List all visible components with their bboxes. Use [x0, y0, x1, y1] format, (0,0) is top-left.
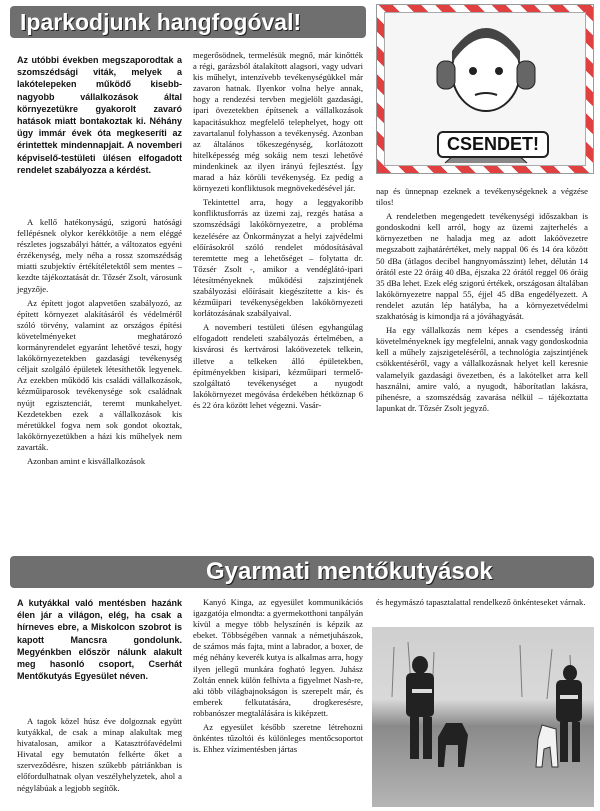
paragraph: A tagok közel húsz éve dolgoznak együtt kutyákkal, de csak a minap alakultak meg hivatalosan, amikor a Katasztrófavédelmi Hivatal egy bemutatón felkérte őket a szerveződésre, hiszen szűkebb pátriánkban is előfordulhatnak olyan veszélyhelyzetek, ahol a négylábúak a legjobb segítők.: [17, 716, 182, 793]
paragraph: nap és ünnepnap ezeknek a tevékenységeknek a végzése tilos!: [376, 186, 588, 208]
article-column-1: [17, 217, 182, 467]
article-headline: Gyarmati mentőkutyások: [206, 558, 493, 585]
paragraph: megerősödnek, termelésük megnő, már kinőtték a régi, garázsból átalakított alagsori, vagy udvari kis műhelyt, intenzívebb tevékenységükkel már zavaron hatnak. Ilyenkor volna helye annak, hogy a rendezési tervben megjelölt gazdasági, ipari övezetekben építsenek a vállalkozások kapacitásukhoz megfelelő telephelyet, hogy ott zavartalanul folyhasson a tevékenység. Azonban az általános tőkeszegénység, korlátozott hitelképesség még sokáig nem teszi lehetővé mindenkinek az ilyen irányú fejlesztést. Így marad a ház körüli tevékenység. Ez pedig a környezeti konfliktusok megnövekedésével jár.: [193, 50, 363, 194]
paragraph: Az épített jogot alapvetően szabályozó, az épített környezet alakításáról és védelméről szóló törvény, valamint az országos építési követelményeket meghatározó kormányrendelet egyaránt lehetővé teszi, hogy lakókörnyezetekben gazdasági tevékenység céljait szolgáló épületek létesíthetők legyenek. Az ezekben működő kis családi vállalkozások, kézműiparosok tevékenysége sok családnak nyújt egzisztenciát, teremt munkahelyet. Kezdetekben ezek a vállalkozások kis méretükkel fogva nem sok gondot okoztak, lakókörnyezetükben a házi kis műhelyek nem zavarták.: [17, 297, 182, 452]
paragraph: A novemberi testületi ülésen egyhangúlag elfogadott rendeleti szabályozás értelmében, a kisvárosi és kertvárosi lakóövezetek telkein, illetve a telkeken álló épületekben, építményekben kisipari, kézműipari termelő- szolgáltató tevékenységet a nyugodt lakókörnyezet megóvása érdekében hétköznap 6 és 22 óra között lehet végezni. Vasár-: [193, 322, 363, 410]
paragraph: Ha egy vállalkozás nem képes a csendesség iránti követelményeknek így megfelelni, annak vagy gondoskodnia kell a műhely zajszigeteléséről, a technológia zajszintjének csökkentéséről, vagy a vállalkozásnak helyet kell keresnie valamelyik gazdasági övezetben, és a lakótelket arra kell használni, amire való, a nyugodt, háborítatlan lakásra, pihenésre, a szomszédság zavarása nélkül – tájékoztatta lapunkat dr. Tőzsér Zsolt jegyző.: [376, 325, 588, 413]
article-headline: Iparkodjunk hangfogóval!: [20, 9, 302, 35]
lead-paragraph: Az utóbbi években megszaporodtak a szomszédsági viták, melyek a lakótelepeken működő kisebb-nagyobb vállalkozások által környezetükre gyakorolt zavaró hatások miatt bontakoztak ki. Néhány ügy immár évek óta megkeseríti az érintettek mindennapjait. A novemberi képviselő-testületi ülésen elfogadott rendelet szabályozza a kérdést.: [17, 55, 182, 175]
article-lead: [17, 597, 182, 682]
article-column-3: [376, 186, 588, 414]
paragraph: A rendeletben megengedett tevékenységi időszakban is gondoskodni kell arról, hogy az üzemi zajterhelés a környezetben ne haladja meg az adott lakóövezetre megszabott zajhatárértéket, mely nappal 06 és 14 óra között 50 dBa (átlagos decibel hangnyomásszint) lehet, délután 14 órától este 22 óráig 40 dBa, éjszaka 22 órától reggel 06 óráig 35 dBa lehet. Ezek elég szigorú értékek, országosan általában lakókörnyezetre nappal 55, éjjel 45 dBa engedélyezett. A rendelet azután lép hatályba, ha a környezetvédelmi szakhatóság is kimondja rá a jóváhagyását.: [376, 211, 588, 322]
article-column-1: [17, 716, 182, 794]
article-lead: [17, 54, 182, 176]
article-column-2: [193, 50, 363, 411]
article-column-3: [376, 597, 588, 608]
lead-paragraph: A kutyákkal való mentésben hazánk élen jár a világon, elég, ha csak a hírneves ebre, a Miskolcon szobrot is kapott Mancsra gondolunk. Megyénkben először nálunk alakult meg hasonló csoport, Cserhát Mentőkutyás Egyesület néven.: [17, 598, 182, 682]
paragraph: és hegymászó tapasztalattal rendelkező önkénteseket várnak.: [376, 597, 586, 607]
rescue-dogs-photo: [372, 627, 594, 807]
csendet-sign-illustration: [376, 4, 594, 174]
paragraph: Az egyesület később szeretne létrehozni önkéntes tűzoltói és különleges mentőcsoportot is. Ehhez vízimentésben jártas: [193, 722, 363, 755]
csendet-label: CSENDET!: [437, 131, 549, 158]
paragraph: Azonban amint e kisvállalkozások: [27, 455, 146, 466]
paragraph: Tekintettel arra, hogy a leggyakoribb konfliktusforrás az üzemi zaj, rezgés hatása a szomszédsági lakókörnyezetre, a probléma kezelésére az Önkormányzat a helyi zajvédelmi előírásokról szóló rendelet módosításával teremtette meg a lehetőséget – folytatta dr. Tőzsér Zsolt -, amikor a vendéglátó-ipari létesítményeknek működési zajszintjének szabályozási előírásait kiegészítette a kis- és kézműipari tevékenységekben lakókörnyezeti korlátozásának szabályaival.: [193, 197, 363, 319]
paragraph: Kanyó Kinga, az egyesület kommunikációs igazgatója elmondta: a gyermekotthoni tanpályán kívül a megye több helyszínén is képzik az ebeket. Többségében vannak a németjuhászok, de számos más fajta, mint a labrador, a boxer, de még néhány keverék kutya is alkalmas arra, hogy ilyen jellegű munkára fogható legyen. Juhász Zoltán ennek külön felhívta a figyelmet Nash-re, aki több világbajnokságon is szerepelt már, és emberek felkutatására, drogkeresésre, robbanószer megtalálására is kiképzett.: [193, 597, 363, 718]
article-column-2: [193, 597, 363, 755]
paragraph: A kellő hatékonyságú, szigorú hatósági fellépésnek olykor kerékkötője a nem eléggé részletes jogszabályi háttér, a változatos egyéni érzékenység, mely néha a rossz szomszédság miatti szubjektív értékítéletektől sem mentes – kezdte tájékoztatását dr. Tőzsér Zsolt, városunk jegyzője.: [17, 217, 182, 294]
rescuers-with-dogs-image: [372, 627, 594, 807]
